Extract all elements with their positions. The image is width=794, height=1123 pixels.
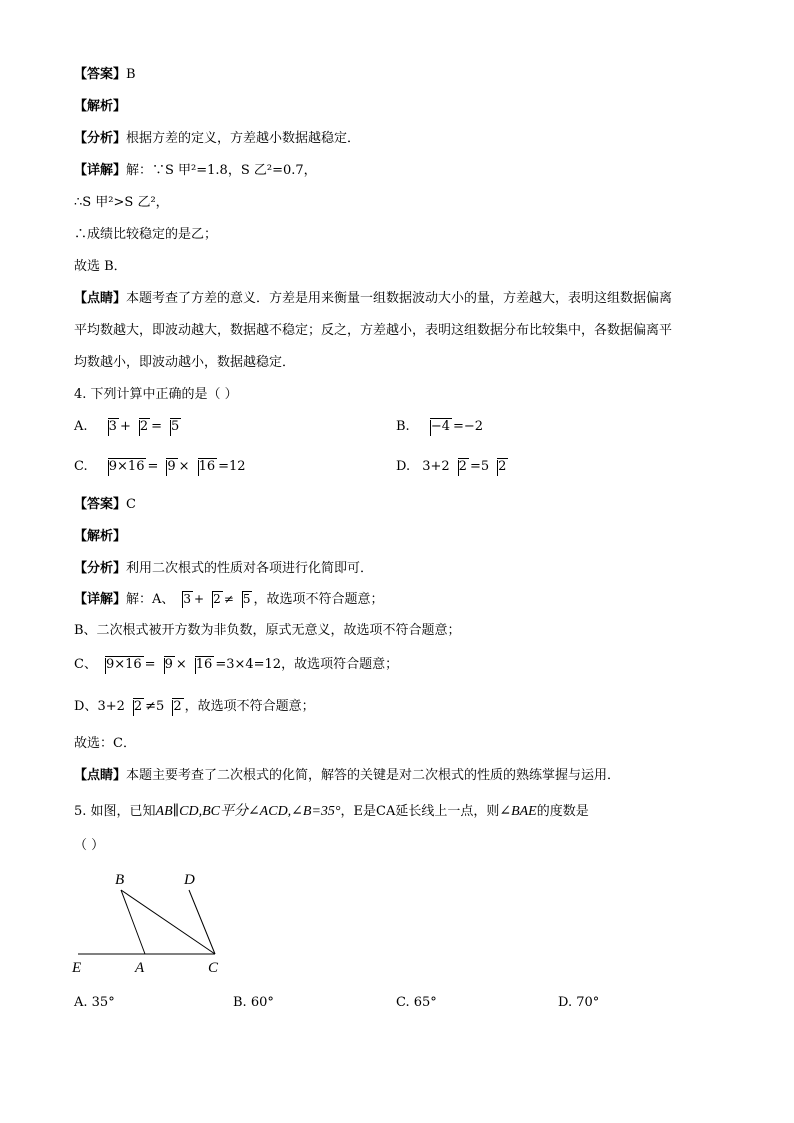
line-b-a <box>121 890 145 954</box>
q5-stem <box>74 803 589 821</box>
dianjing-label: 【点睛】 <box>74 291 127 306</box>
q4-option-d <box>396 458 509 476</box>
q4-answer-line <box>74 496 136 514</box>
label-d: D <box>184 872 195 888</box>
detail-c-formula: 9×16 = 9 × 16 =3×4=12 <box>97 657 281 672</box>
q3-line4: 故选 B． <box>74 259 127 274</box>
detail-d-prefix: D、 <box>74 699 98 714</box>
q4-dianjing-line <box>74 767 620 785</box>
detail-a-prefix: 解：A、 <box>126 592 175 607</box>
q4-stem: 4. 下列计算中正确的是（ ） <box>74 387 238 402</box>
detail-d-suffix: ，故选项不符合题意； <box>184 699 315 714</box>
q4-option-c <box>74 458 246 476</box>
detail-text: 解：∵S 甲²=1.8，S 乙²=0.7， <box>126 163 317 178</box>
option-b-formula: −4 =−2 <box>422 419 483 434</box>
q5-option-b: B. 60° <box>233 995 274 1010</box>
fenxi-label: 【分析】 <box>74 131 127 146</box>
q4-final: 故选：C． <box>74 736 136 751</box>
detail-c-prefix: C、 <box>74 657 97 672</box>
q4-analysis-label: 【解析】 <box>74 529 127 544</box>
detail-label: 【详解】 <box>74 592 127 607</box>
fenxi-text: 根据方差的定义，方差越小数据越稳定． <box>126 131 361 146</box>
q4-detail-b: B、二次根式被开方数为非负数，原式无意义，故选项不符合题意； <box>74 623 461 638</box>
answer-value: B <box>126 67 136 82</box>
detail-d-formula: 3+2 2 ≠5 2 <box>97 699 182 714</box>
option-label: D. <box>396 459 411 474</box>
q5-stem-paren: （ ） <box>74 838 105 853</box>
q3-analysis-label: 【解析】 <box>74 99 127 114</box>
option-label: A. <box>74 419 88 434</box>
fenxi-label: 【分析】 <box>74 561 127 576</box>
q3-dianjing-line1 <box>74 290 672 308</box>
detail-label: 【详解】 <box>74 163 127 178</box>
q5-option-a: A. 35° <box>74 995 115 1010</box>
answer-label: 【答案】 <box>74 67 127 82</box>
q4-option-b <box>396 418 483 436</box>
detail-c-suffix: ，故选项符合题意； <box>281 657 399 672</box>
q4-detail-c-line <box>74 656 398 674</box>
q4-detail-d-line <box>74 698 315 716</box>
stem-math2: ∠BAE <box>499 804 537 819</box>
detail-a-suffix: ，故选项不符合题意； <box>253 592 384 607</box>
q5-option-c: C. 65° <box>396 995 437 1010</box>
line-b-c <box>121 890 215 954</box>
q3-dianjing-line2: 平均数越大，即波动越大，数据越不稳定；反之，方差越小，表明这组数据分布比较集中，各数据偏离平 <box>74 323 673 338</box>
q4-detail-a-line <box>74 590 383 609</box>
label-c: C <box>208 960 219 976</box>
q3-fenxi-line <box>74 130 360 148</box>
stem-suffix: 的度数是 <box>536 804 589 819</box>
option-label: B. <box>396 419 410 434</box>
q4-option-a <box>74 418 182 436</box>
label-a: A <box>135 960 145 976</box>
dianjing-label: 【点睛】 <box>74 768 127 783</box>
q4-fenxi-line <box>74 560 373 578</box>
q3-line2: ∴S 甲²>S 乙²， <box>74 195 169 210</box>
answer-value: C <box>126 497 136 512</box>
option-c-formula: 9×16 = 9 × 16 =12 <box>100 459 246 474</box>
detail-a-formula: 3 + 2 ≠ 5 <box>174 592 253 606</box>
option-label: C. <box>74 459 88 474</box>
stem-mid: ，E是CA延长线上一点，则 <box>340 804 500 819</box>
label-e: E <box>72 960 82 976</box>
answer-label: 【答案】 <box>74 497 127 512</box>
q3-dianjing-line3: 均数越小，即波动越小，数据越稳定． <box>74 355 296 370</box>
q3-answer-line <box>74 66 136 84</box>
geometry-figure <box>70 862 240 980</box>
label-b: B <box>115 872 125 888</box>
q3-line3: ∴成绩比较稳定的是乙； <box>74 227 218 242</box>
fenxi-text: 利用二次根式的性质对各项进行化简即可． <box>126 561 374 576</box>
dianjing-text: 本题主要考查了二次根式的化简，解答的关键是对二次根式的性质的熟练掌握与运用． <box>126 768 621 783</box>
option-d-formula: 3+2 2 =5 2 <box>422 459 507 474</box>
q5-option-d: D. 70° <box>558 995 600 1010</box>
stem-prefix: 5. 如图，已知 <box>74 804 156 819</box>
stem-math: AB∥CD,BC平分∠ACD,∠B=35° <box>155 804 341 819</box>
option-a-formula: 3 + 2 = 5 <box>100 419 183 434</box>
q3-detail-line <box>74 162 317 180</box>
line-d-c <box>189 890 215 954</box>
dianjing-text: 本题考查了方差的意义．方差是用来衡量一组数据波动大小的量，方差越大，表明这组数据偏离 <box>126 291 673 306</box>
